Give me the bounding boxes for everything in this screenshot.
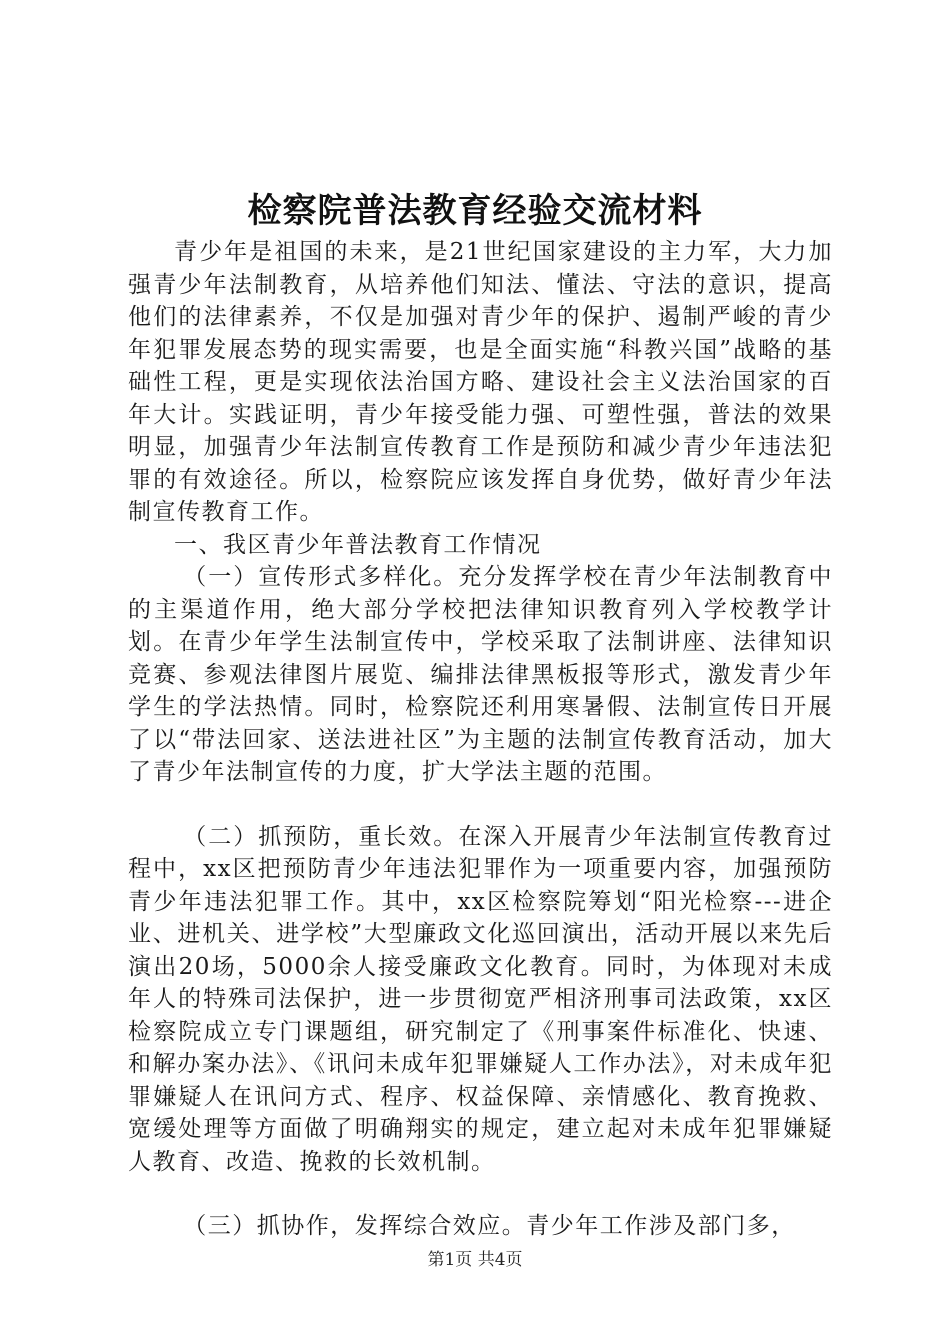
paragraph-section-1: （一）宣传形式多样化。充分发挥学校在青少年法制教育中的主渠道作用，绝大部分学校把法律知识教育列入学校教学计划。在青少年学生法制宣传中，学校采取了法制讲座、法律知识竞赛、参观法律图片展览、编排法律黑板报等形式，激发青少年学生的学法热情。同时，检察院还利用寒暑假、法制宣传日开展了以“带法回家、送法进社区”为主题的法制宣传教育活动，加大了青少年法制宣传的力度，扩大学法主题的范围。 [128, 564, 833, 785]
paragraph-section-2: （二）抓预防，重长效。在深入开展青少年法制宣传教育过程中，xx区把预防青少年违法犯罪作为一项重要内容，加强预防青少年违法犯罪工作。其中，xx区检察院筹划“阳光检察---进企业、进机关、进学校”大型廉政文化巡回演出，活动开展以来先后演出20场，5000余人接受廉政文化教育。同时，为体现对未成年人的特殊司法保护，进一步贯彻宽严相济刑事司法政策，xx区检察院成立专门课题组，研究制定了《刑事案件标准化、快速、和解办案办法》、《讯问未成年犯罪嫌疑人工作办法》，对未成年犯罪嫌疑人在讯问方式、程序、权益保障、亲情感化、教育挽救、宽缓处理等方面做了明确翔实的规定，建立起对未成年犯罪嫌疑人教育、改造、挽救的长效机制。 [128, 823, 833, 1175]
document-body [128, 236, 833, 1243]
page-number-footer: 第1页 共4页 [427, 1250, 523, 1270]
section-heading: 一、我区青少年普法教育工作情况 [174, 531, 542, 558]
paragraph-intro: 青少年是祖国的未来，是21世纪国家建设的主力军，大力加强青少年法制教育，从培养他们知法、懂法、守法的意识，提高他们的法律素养，不仅是加强对青少年的保护、遏制严峻的青少年犯罪发展态势的现实需要，也是全面实施“科教兴国”战略的基础性工程，更是实现依法治国方略、建设社会主义法治国家的百年大计。实践证明，青少年接受能力强、可塑性强，普法的效果明显，加强青少年法制宣传教育工作是预防和减少青少年违法犯罪的有效途径。所以，检察院应该发挥自身优势，做好青少年法制宣传教育工作。 [128, 239, 833, 525]
document-title: 检察院普法教育经验交流材料 [247, 191, 703, 231]
paragraph-section-3: （三）抓协作，发挥综合效应。青少年工作涉及部门多， [183, 1213, 796, 1239]
